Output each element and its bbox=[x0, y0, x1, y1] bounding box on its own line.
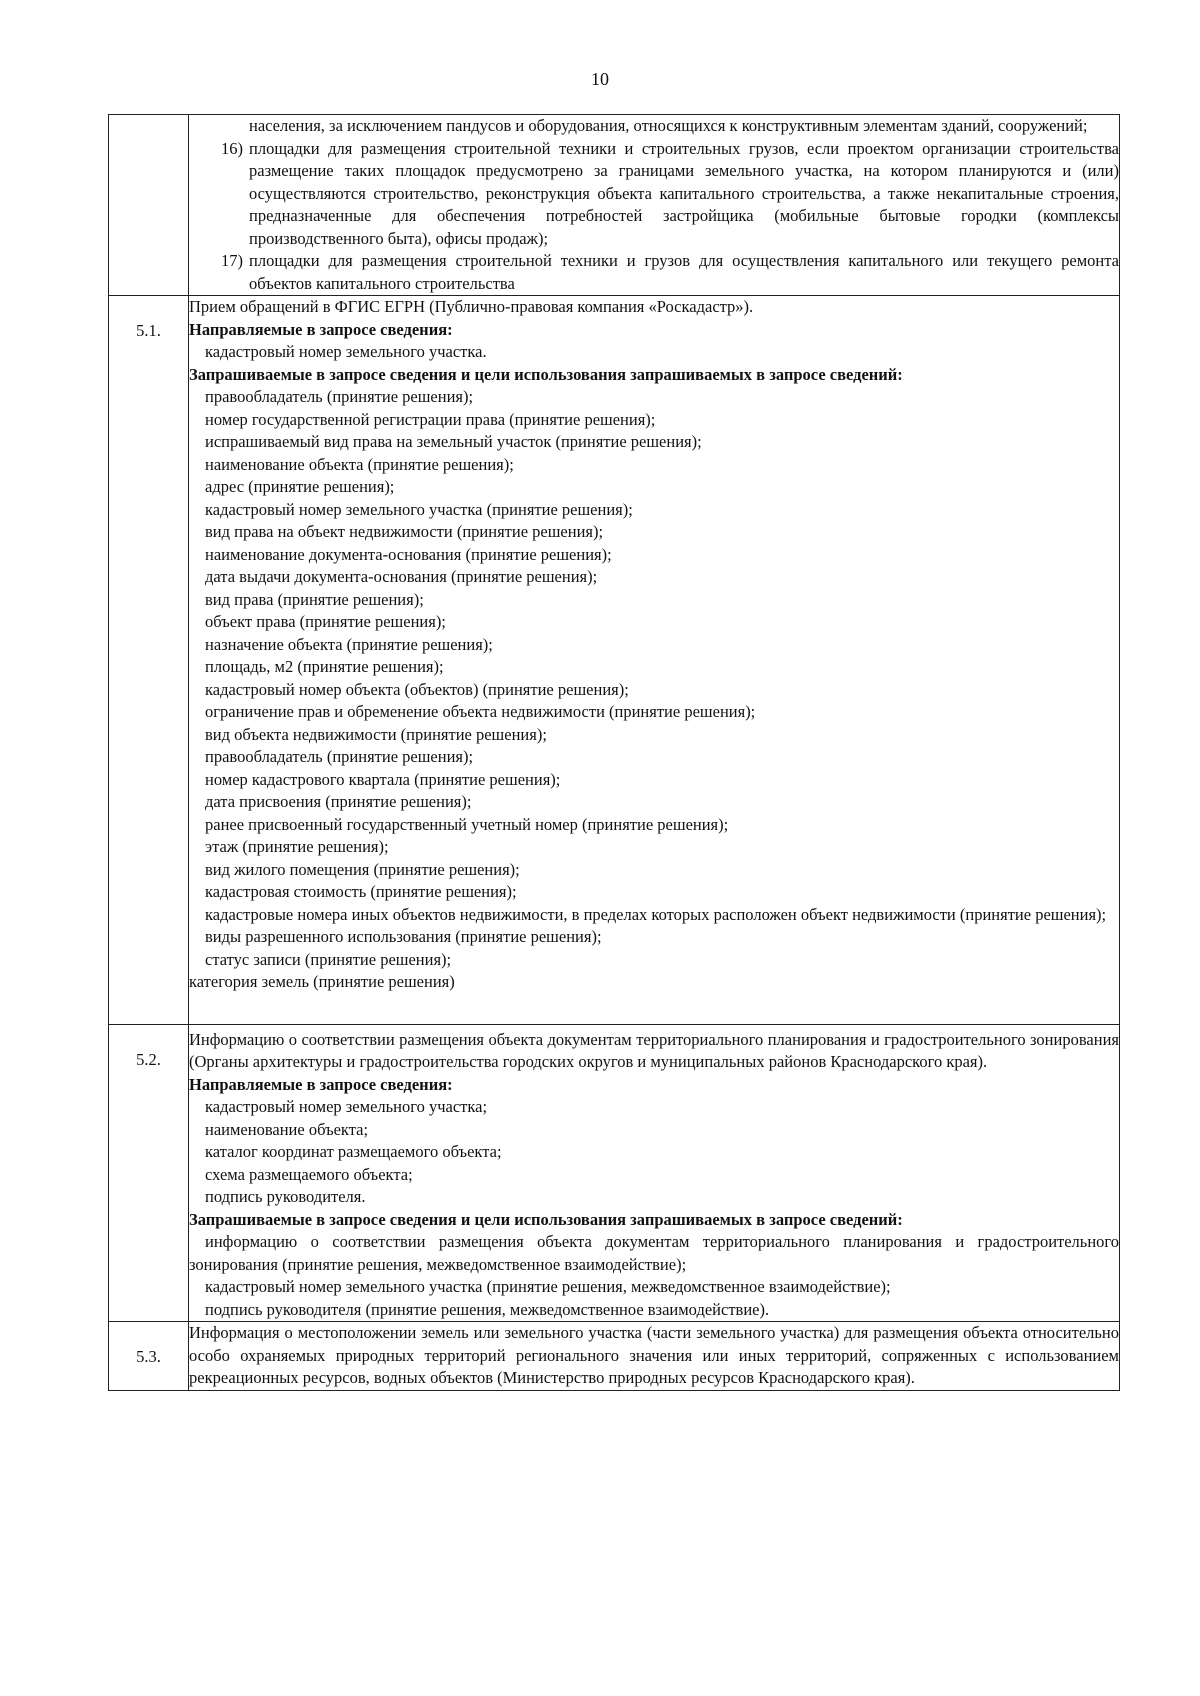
list-item: вид объекта недвижимости (принятие решения); bbox=[205, 724, 547, 744]
list-item: кадастровый номер земельного участка. bbox=[205, 342, 487, 361]
list-item-text: площадки для размещения строительной техники и грузов для осуществления капитального или текущего ремонта объектов капитального строительства bbox=[249, 251, 1119, 293]
list-item: площадь, м2 (принятие решения); bbox=[205, 657, 444, 676]
list-item-number: 16) bbox=[221, 138, 243, 158]
row-number: 5.3. bbox=[136, 1347, 161, 1366]
list-item: кадастровый номер земельного участка (принятие решения); bbox=[205, 499, 633, 519]
requested-items-list bbox=[189, 386, 1119, 904]
row-number: 5.2. bbox=[136, 1049, 161, 1069]
list-item-continuation: населения, за исключением пандусов и оборудования, относящихся к конструктивным элементам зданий, сооружений; bbox=[249, 116, 1088, 135]
list-item: правообладатель (принятие решения); bbox=[205, 387, 474, 406]
row-number-cell bbox=[109, 1322, 189, 1391]
document-table bbox=[108, 114, 1120, 1391]
table-row bbox=[109, 115, 1120, 296]
list-item: наименование объекта; bbox=[205, 1119, 369, 1139]
page-number: 10 bbox=[591, 69, 609, 89]
list-item: испрашиваемый вид права на земельный участок (принятие решения); bbox=[205, 432, 702, 451]
requested-info-heading: Запрашиваемые в запросе сведения и цели использования запрашиваемых в запросе сведений: bbox=[189, 1209, 903, 1229]
list-item: вид права (принятие решения); bbox=[205, 589, 424, 609]
requested-info-heading: Запрашиваемые в запросе сведения и цели использования запрашиваемых в запросе сведений: bbox=[189, 364, 903, 384]
list-item: этаж (принятие решения); bbox=[205, 837, 389, 856]
list-item: адрес (принятие решения); bbox=[205, 477, 395, 496]
list-item: кадастровые номера иных объектов недвижимости, в пределах которых расположен объект недвижимости (принятие решения); bbox=[205, 904, 1107, 924]
list-item: кадастровый номер объекта (объектов) (принятие решения); bbox=[205, 679, 629, 699]
row-content-cell bbox=[189, 296, 1120, 1025]
section-intro: Прием обращений в ФГИС ЕГРН (Публично-правовая компания «Роскадастр»). bbox=[189, 297, 754, 316]
requested-items-tail bbox=[189, 926, 1119, 971]
list-item: наименование документа-основания (принятие решения); bbox=[205, 544, 612, 564]
list-item: каталог координат размещаемого объекта; bbox=[205, 1142, 502, 1161]
list-item: виды разрешенного использования (принятие решения); bbox=[205, 927, 602, 946]
list-item: статус записи (принятие решения); bbox=[205, 949, 452, 969]
row-content-cell bbox=[189, 115, 1120, 296]
list-item: номер государственной регистрации права (принятие решения); bbox=[205, 409, 656, 429]
list-item-number: 17) bbox=[221, 251, 243, 270]
table-row bbox=[109, 1322, 1120, 1391]
list-item: правообладатель (принятие решения); bbox=[205, 747, 474, 766]
list-item: кадастровый номер земельного участка (принятие решения, межведомственное взаимодействие); bbox=[205, 1277, 891, 1296]
sent-items-list bbox=[189, 1096, 1119, 1209]
list-item: дата выдачи документа-основания (принятие решения); bbox=[205, 567, 598, 586]
section-intro: Информация о местоположении земель или земельного участка (части земельного участка) для размещения объекта относительно особо охраняемых природных территорий регионального значения или иных территорий, сопряженных с использованием рекреационных ресурсов, водных объектов (Министерство природных ресурсов Краснодарского края). bbox=[189, 1323, 1119, 1387]
list-item: категория земель (принятие решения) bbox=[189, 972, 455, 991]
list-item: ранее присвоенный государственный учетный номер (принятие решения); bbox=[205, 814, 729, 834]
table-row bbox=[109, 1024, 1120, 1322]
list-item bbox=[189, 138, 1119, 251]
table-row bbox=[109, 296, 1120, 1025]
list-item: ограничение прав и обременение объекта недвижимости (принятие решения); bbox=[205, 702, 756, 721]
section-intro: Информацию о соответствии размещения объекта документам территориального планирования и градостроительного зонирования (Органы архитектуры и градостроительства городских округов и муниципальных районов Краснодарского края). bbox=[189, 1029, 1119, 1071]
list-item: номер кадастрового квартала (принятие решения); bbox=[205, 769, 561, 789]
list-item: схема размещаемого объекта; bbox=[205, 1164, 413, 1184]
list-item: объект права (принятие решения); bbox=[205, 612, 446, 631]
list-item: назначение объекта (принятие решения); bbox=[205, 634, 493, 654]
list-item: подпись руководителя (принятие решения, межведомственное взаимодействие). bbox=[205, 1299, 770, 1319]
requested-items-list bbox=[189, 1276, 1119, 1321]
row-content-cell bbox=[189, 1322, 1120, 1391]
row-content-cell bbox=[189, 1024, 1120, 1322]
row-number-cell bbox=[109, 115, 189, 296]
list-item bbox=[189, 250, 1119, 295]
list-item: наименование объекта (принятие решения); bbox=[205, 454, 514, 474]
row-number: 5.1. bbox=[136, 321, 161, 340]
list-item: кадастровый номер земельного участка; bbox=[205, 1097, 488, 1116]
row-number-cell bbox=[109, 1024, 189, 1322]
row-number-cell bbox=[109, 296, 189, 1025]
list-item-text: площадки для размещения строительной техники и строительных грузов, если проектом организации строительства размещение таких площадок предусмотрено за границами земельного участка, на котором планируются и (или) осуществляются строительство, реконструкция объекта капитального строительства, а также некапитальные строения, предназначенные для обеспечения потребностей застройщика (мобильные бытовые городки (комплексы производственного быта), офисы продаж); bbox=[249, 138, 1119, 248]
list-item: кадастровая стоимость (принятие решения); bbox=[205, 882, 517, 901]
list-item: вид жилого помещения (принятие решения); bbox=[205, 859, 520, 879]
sent-info-heading: Направляемые в запросе сведения: bbox=[189, 319, 453, 339]
list-item: дата присвоения (принятие решения); bbox=[205, 792, 472, 811]
list-item: подпись руководителя. bbox=[205, 1187, 366, 1206]
list-item: вид права на объект недвижимости (принятие решения); bbox=[205, 522, 604, 541]
sent-info-heading: Направляемые в запросе сведения: bbox=[189, 1074, 453, 1094]
list-item: информацию о соответствии размещения объекта документам территориального планирования и градостроительного зонирования (принятие решения, межведомственное взаимодействие); bbox=[189, 1232, 1119, 1274]
